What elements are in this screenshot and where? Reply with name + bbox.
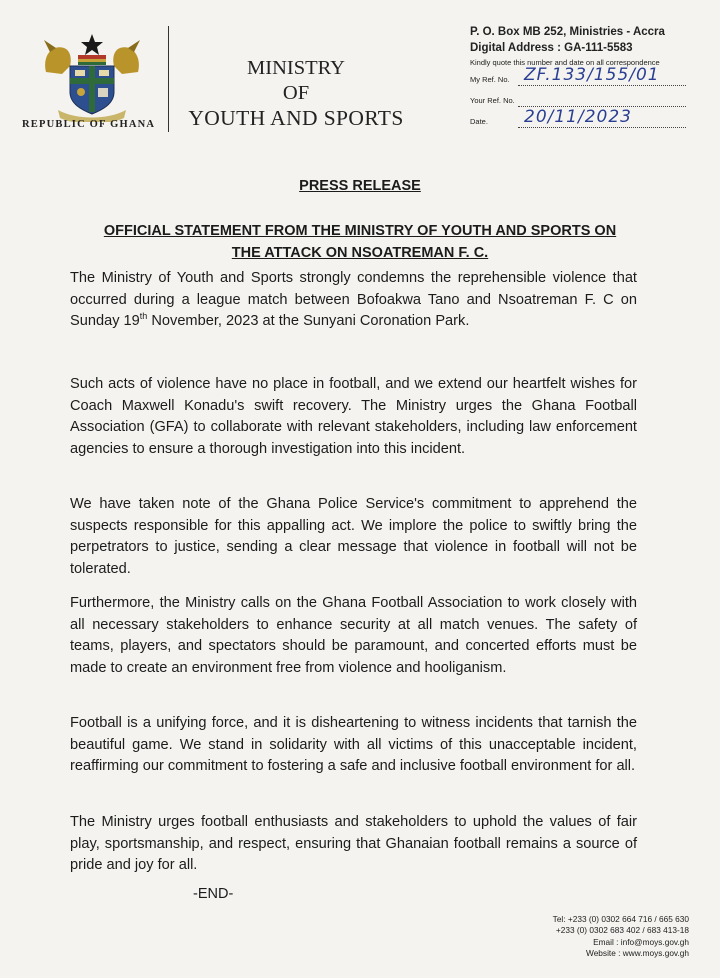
paragraph-4: Furthermore, the Ministry calls on the Ghana Football Association to work closely with all necessary stakeholders to enhance security at all match venues. The safety of teams, players, and spectators should be paramount, and concerted efforts must be made to create an environment free from violence and hooliganism.: [70, 595, 637, 676]
press-release-heading: PRESS RELEASE: [299, 178, 421, 194]
your-ref-label: Your Ref. No.: [470, 96, 515, 105]
date-row: [470, 107, 700, 131]
my-ref-value: ZF.133/155/01: [524, 65, 660, 85]
kindly-quote-note: Kindly quote this number and date on all correspondence: [470, 58, 660, 67]
digital-address: Digital Address : GA-111-5583: [470, 42, 633, 54]
contact-block: [470, 24, 700, 131]
statement-title: OFFICIAL STATEMENT FROM THE MINISTRY OF YOUTH AND SPORTS ON THE ATTACK ON NSOATREMAN F. C.: [103, 223, 617, 261]
paragraph-1: [70, 268, 637, 333]
date-label: Date.: [470, 117, 488, 126]
ghana-coat-of-arms-icon: [40, 30, 144, 122]
paragraph-6: The Ministry urges football enthusiasts and stakeholders to uphold the values of fair play, sportsmanship, and respect, ensuring that Ghanaian football remains a source of pride and joy for all.: [70, 814, 637, 874]
paragraph-1-part-b: November, 2023 at the Sunyani Coronation Park.: [147, 313, 470, 330]
ministry-title-line1: MINISTRY: [247, 57, 345, 79]
ministry-title-line3: YOUTH AND SPORTS: [188, 106, 404, 130]
ministry-title: [176, 56, 416, 131]
footer-email: Email : info@moys.gov.gh: [593, 936, 689, 947]
ministry-title-line2: OF: [282, 82, 310, 104]
republic-of-ghana-label: REPUBLIC OF GHANA: [22, 119, 156, 130]
my-ref-label: My Ref. No.: [470, 75, 510, 84]
paragraph-3: We have taken note of the Ghana Police Service's commitment to apprehend the suspects responsible for this appalling act. We implore the police to swiftly bring the perpetrators to justice, sending a clear message that violence in football will not be tolerated.: [70, 496, 637, 577]
paragraph-1-ordinal: th: [139, 311, 148, 322]
po-box: P. O. Box MB 252, Ministries - Accra: [470, 26, 665, 38]
footer-tel-2: +233 (0) 0302 683 402 / 683 413-18: [555, 925, 689, 936]
paragraph-5: Football is a unifying force, and it is disheartening to witness incidents that tarnish the beautiful game. We stand in solidarity with all victims of this unacceptable incident, reaffirming our commitment to fostering a safe and inclusive football environment for all.: [70, 715, 637, 775]
footer-website: Website : www.moys.gov.gh: [586, 948, 689, 959]
footer-contact: [489, 914, 689, 960]
paragraph-1-part-a: The Ministry of Youth and Sports strongly condemns the reprehensible violence that occurred during a league match between Bofoakwa Tano and Nsoatreman F. C on Sunday 19: [70, 270, 637, 330]
date-value: 20/11/2023: [524, 107, 632, 127]
paragraph-2: Such acts of violence have no place in football, and we extend our heartfelt wishes for Coach Maxwell Konadu's swift recovery. The Ministry urges the Ghana Football Association (GFA) to collaborate with relevant stakeholders, including law enforcement agencies to ensure a thorough investigation into this incident.: [70, 376, 637, 457]
footer-tel-1: Tel: +233 (0) 0302 664 716 / 665 630: [552, 914, 689, 924]
my-ref-line: [518, 85, 686, 86]
header-divider: [168, 26, 169, 132]
my-ref-row: [470, 65, 700, 89]
date-line: [518, 127, 686, 128]
end-marker: -END-: [193, 886, 234, 902]
